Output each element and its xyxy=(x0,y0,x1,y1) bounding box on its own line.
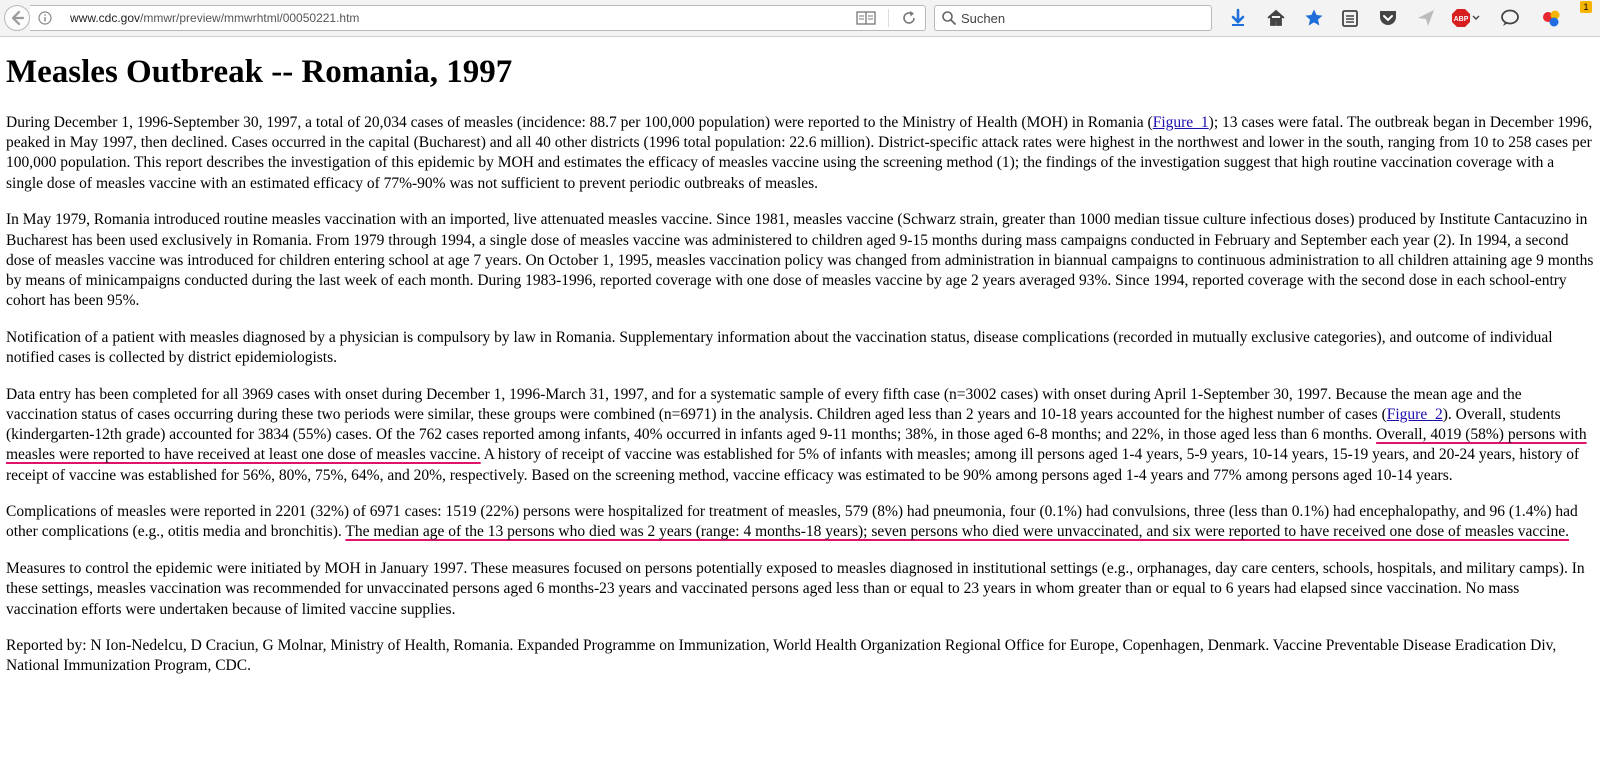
url-path: /mmwr/preview/mmwrhtml/00050221.htm xyxy=(140,11,360,25)
back-button[interactable] xyxy=(4,5,30,31)
url-text[interactable] xyxy=(70,11,359,25)
page-title: Measles Outbreak -- Romania, 1997 xyxy=(6,54,513,90)
paragraph-5-text-a: Complications of measles were reported in 2201 (32%) of 6971 cases: 1519 (22%) persons were hospitalized for treatment of measles, 579 (8%) had pneumonia, four (0.1%) had convulsions, three (less than 0.1%) had encephalopathy, and 96 (1.4%) had other complications (e.g., otitis media and bronchitis). xyxy=(6,503,1578,541)
paragraph-1-text-b: ); 13 cases were fatal. The outbreak began in December 1996, peaked in May 1997, then declined. Cases occurred in the capital (Bucharest) and all 40 other districts (1996 total population: 22.6 million). District-specific attack rates were highest in the northwest and lower in the south, ranging from 10 to 258 cases per 100,000 population. This report describes the investigation of this epidemic by MOH and estimates the efficacy of measles vaccine using the screening method (1); the findings of the investigation suggest that high routine vaccination coverage with a single dose of measles vaccine with an estimated efficacy of 77%-90% was not sufficient to prevent periodic outbreaks of measles. xyxy=(6,114,1593,192)
paragraph-6: Measures to control the epidemic were initiated by MOH in January 1997. These measures focused on persons potentially exposed to measles diagnosed in institutional settings (e.g., orphanages, day care centers, schools, hospitals, and military camps). In these settings, measles vaccination was recommended for unvaccinated persons aged 6 months-23 years and vaccinated persons aged less than or equal to 23 years in whom greater than or equal to 6 years had elapsed since vaccination. No mass vaccination efforts were undertaken because of limited vaccine supplies. xyxy=(6,560,1585,618)
paragraph-4 xyxy=(6,385,1594,486)
info-icon[interactable] xyxy=(38,11,52,25)
back-arrow-icon xyxy=(5,6,29,30)
paragraph-1-text-a: During December 1, 1996-September 30, 1997, a total of 20,034 cases of measles (incidence: 88.7 per 100,000 population) were reported to the Ministry of Health (MOH) in Romania ( xyxy=(6,114,1153,131)
address-bar[interactable] xyxy=(30,5,926,31)
search-bar[interactable] xyxy=(934,5,1212,31)
reader-view-icon[interactable] xyxy=(856,10,876,26)
svg-text:ABP: ABP xyxy=(1453,16,1469,23)
article xyxy=(6,50,1594,677)
notification-badge: 1 xyxy=(1580,1,1592,13)
highlighted-sentence-deaths: The median age of the 13 persons who died was 2 years (range: 4 months-18 years); seven persons who died were unvaccinated, and six were reported to have received one dose of measles vaccine. xyxy=(345,523,1569,541)
home-icon[interactable] xyxy=(1266,8,1286,28)
reload-icon[interactable] xyxy=(900,9,918,27)
download-icon[interactable] xyxy=(1228,8,1248,28)
paragraph-3: Notification of a patient with measles diagnosed by a physician is compulsory by law in Romania. Supplementary information about the vaccination status, disease complications (recorded in mutually exclusive categories), and outcome of individual notified cases is collected by district epidemiologists. xyxy=(6,328,1553,367)
url-separator xyxy=(888,9,889,27)
paragraph-4-text-c: A history of receipt of vaccine was established for 5% of infants with measles; among ill persons aged 1-4 years, 5-9 years, 10-14 years, 15-19 years, and 20-24 years, history of receipt of vaccine was established for 56%, 80%, 75%, 64%, and 20%, respectively. Based on the screening method, vaccine efficacy was estimated to be 90% among persons aged 1-4 years and 77% among persons aged 10-14 years. xyxy=(6,446,1580,484)
chat-bubble-icon[interactable] xyxy=(1500,8,1520,28)
search-icon xyxy=(941,10,957,26)
paragraph-4-text-a: Data entry has been completed for all 3969 cases with onset during December 1, 1996-March 31, 1997, and for a systematic sample of every fifth case (n=3002 cases) with onset during April 1-September 30, 1997. Because the mean age and the vaccination status of cases occurring during these two periods were similar, these groups were combined (n=6971) in the analysis. Children aged less than 2 years and 10-18 years accounted for the highest number of cases ( xyxy=(6,385,1522,423)
figure-1-link[interactable]: Figure_1 xyxy=(1152,114,1209,131)
paragraph-1 xyxy=(6,113,1594,194)
send-icon[interactable] xyxy=(1416,8,1436,28)
figure-2-link[interactable]: Figure_2 xyxy=(1386,405,1443,423)
url-domain: www.cdc.gov xyxy=(70,11,141,25)
pocket-icon[interactable] xyxy=(1378,8,1398,28)
highlighted-sentence-vaccination: Overall, 4019 (58%) persons with measles were reported to have received at least one dose of measles vaccine. xyxy=(6,426,1587,464)
extension-puzzle-icon[interactable] xyxy=(1540,8,1564,28)
adblock-plus-icon[interactable] xyxy=(1452,8,1480,28)
search-input[interactable] xyxy=(961,9,1201,27)
paragraph-2: In May 1979, Romania introduced routine measles vaccination with an imported, live attenuated measles vaccine. Since 1981, measles vaccine (Schwarz strain, greater than 1000 median tissue culture infectious doses) produced by Institute Cantacuzino in Bucharest has been used exclusively in Romania. From 1979 through 1994, a single dose of measles vaccine was administered to children aged 9-15 months during mass campaigns conducted in February and September each year (2). In 1994, a second dose of measles vaccine was introduced for children entering school at age 7 years. On October 1, 1995, measles vaccination policy was changed from administration in biannual campaigns to continuous administration to all children attaining age 9 months by means of minicampaigns conducted during the last week of each month. During 1983-1996, reported coverage with one dose of measles vaccine by age 2 years averaged 93%. Since 1994, reported coverage with the second dose in each school-entry cohort has been 95%. xyxy=(6,211,1594,310)
browser-toolbar xyxy=(0,0,1600,37)
paragraph-4-text-b: ). Overall, students (kindergarten-12th grade) accounted for 3834 (55%) cases. Of the 762 cases reported among infants, 40% occurred in infants aged 9-11 months; 38%, in those aged 6-8 months; and 22%, in those aged less than 6 months. xyxy=(6,405,1561,444)
bookmark-star-icon[interactable] xyxy=(1304,8,1324,28)
reported-by: Reported by: N Ion-Nedelcu, D Craciun, G Molnar, Ministry of Health, Romania. Expanded Programme on Immunization, World Health Organization Regional Office for Europe, Copenhagen, Denmark. Vaccine Preventable Disease Eradication Div, National Immunization Program, CDC. xyxy=(6,637,1557,675)
bookmarks-menu-icon[interactable] xyxy=(1340,8,1360,28)
paragraph-5 xyxy=(6,502,1594,542)
